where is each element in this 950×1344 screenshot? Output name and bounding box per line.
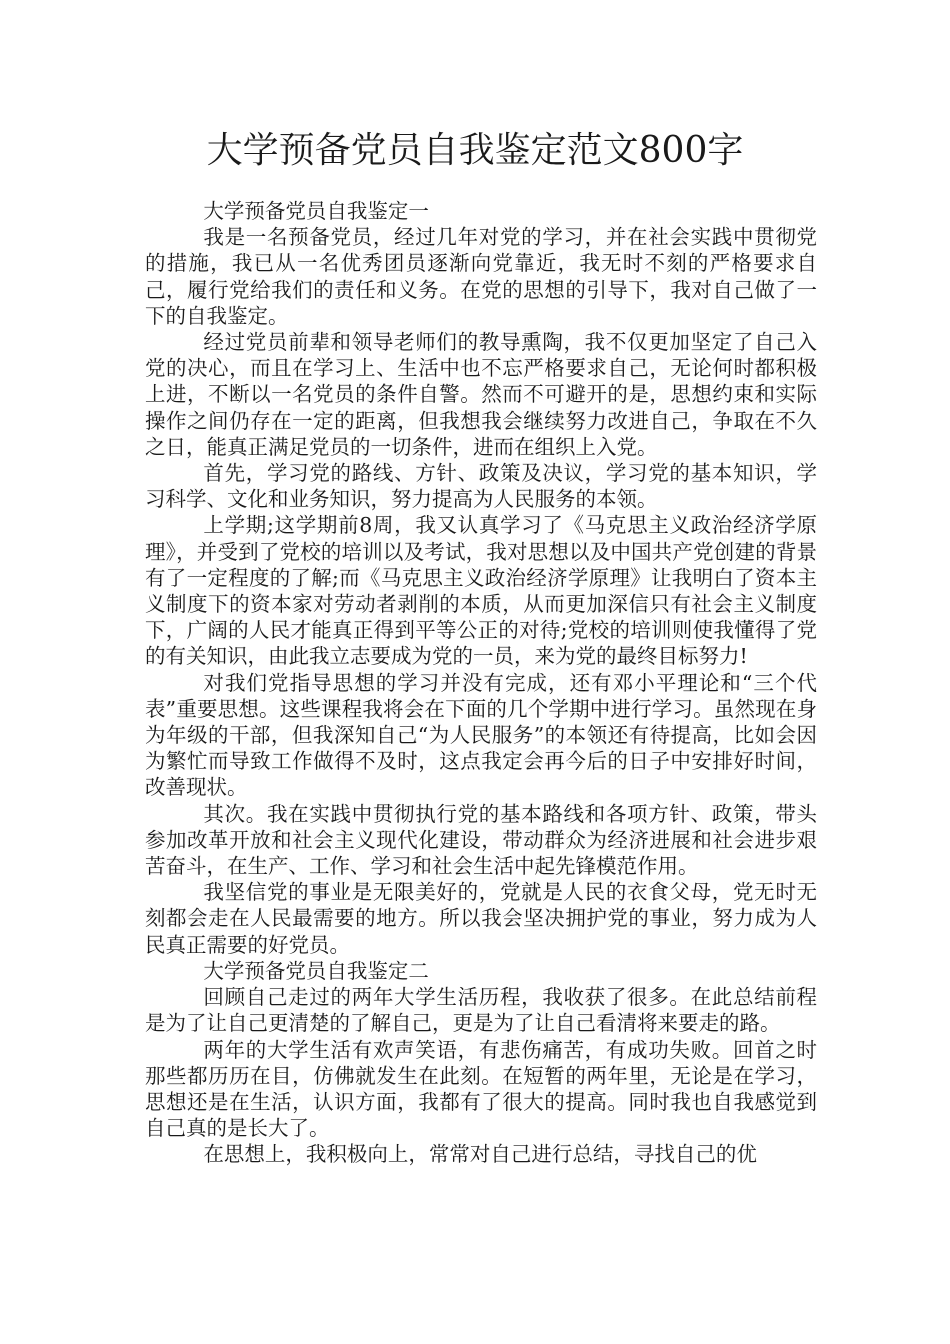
section-heading: 大学预备党员自我鉴定一 [203, 199, 429, 223]
paragraph: 回顾自己走过的两年大学生活历程，我收获了很多。在此总结前程是为了让自己更清楚的了解自己，更是为了让自己看清将来要走的路。 [145, 985, 817, 1036]
paragraph: 上学期;这学期前8周，我又认真学习了《马克思主义政治经济学原理》，并受到了党校的培训以及考试，我对思想以及中国共产党创建的背景有了一定程度的了解;而《马克思主义政治经济学原理》让我明白了资本主义制度下的资本家对劳动者剥削的本质，从而更加深信只有社会主义制度下，广阔的人民才能真正得到平等公正的对待;党校的培训则使我懂得了党的有关知识，由此我立志要成为党的一员，来为党的最终目标努力! [145, 513, 817, 669]
paragraph: 我坚信党的事业是无限美好的，党就是人民的衣食父母，党无时无刻都会走在人民最需要的地方。所以我会坚决拥护党的事业，努力成为人民真正需要的好党员。 [145, 880, 817, 957]
paragraph: 其次。我在实践中贯彻执行党的基本路线和各项方针、政策，带头参加改革开放和社会主义现代化建设，带动群众为经济进展和社会进步艰苦奋斗，在生产、工作、学习和社会生活中起先锋模范作用。 [145, 801, 817, 879]
section-heading: 大学预备党员自我鉴定二 [203, 958, 429, 983]
paragraph: 对我们党指导思想的学习并没有完成，还有邓小平理论和“三个代表”重要思想。这些课程我将会在下面的几个学期中进行学习。虽然现在身为年级的干部，但我深知自己“为人民服务”的本领还有待提高，比如会因为繁忙而导致工作做得不及时，这点我定会再今后的日子中安排好时间，改善现状。 [145, 670, 817, 800]
paragraph: 经过党员前辈和领导老师们的教导熏陶，我不仅更加坚定了自己入党的决心，而且在学习上、生活中也不忘严格要求自己，无论何时都积极上进，不断以一名党员的条件自警。然而不可避开的是，思想约束和实际操作之间仍存在一定的距离，但我想我会继续努力改进自己，争取在不久之日，能真正满足党员的一切条件，进而在组织上入党。 [145, 330, 817, 459]
paragraph: 我是一名预备党员，经过几年对党的学习，并在社会实践中贯彻党的措施，我已从一名优秀团员逐渐向党靠近，我无时不刻的严格要求自己，履行党给我们的责任和义务。在党的思想的引导下，我对自己做了一下的自我鉴定。 [145, 225, 817, 328]
document-body [145, 198, 817, 1168]
document-title: 大学预备党员自我鉴定范文800字 [206, 130, 744, 171]
paragraph: 两年的大学生活有欢声笑语，有悲伤痛苦，有成功失败。回首之时那些都历历在目，仿佛就发生在此刻。在短暂的两年里，无论是在学习，思想还是在生活，认识方面，我都有了很大的提高。同时我也自我感觉到自己真的是长大了。 [145, 1037, 817, 1141]
paragraph: 首先，学习党的路线、方针、政策及决议，学习党的基本知识，学习科学、文化和业务知识，努力提高为人民服务的本领。 [145, 461, 817, 512]
paragraph: 在思想上，我积极向上，常常对自己进行总结，寻找自己的优 [203, 1142, 757, 1167]
